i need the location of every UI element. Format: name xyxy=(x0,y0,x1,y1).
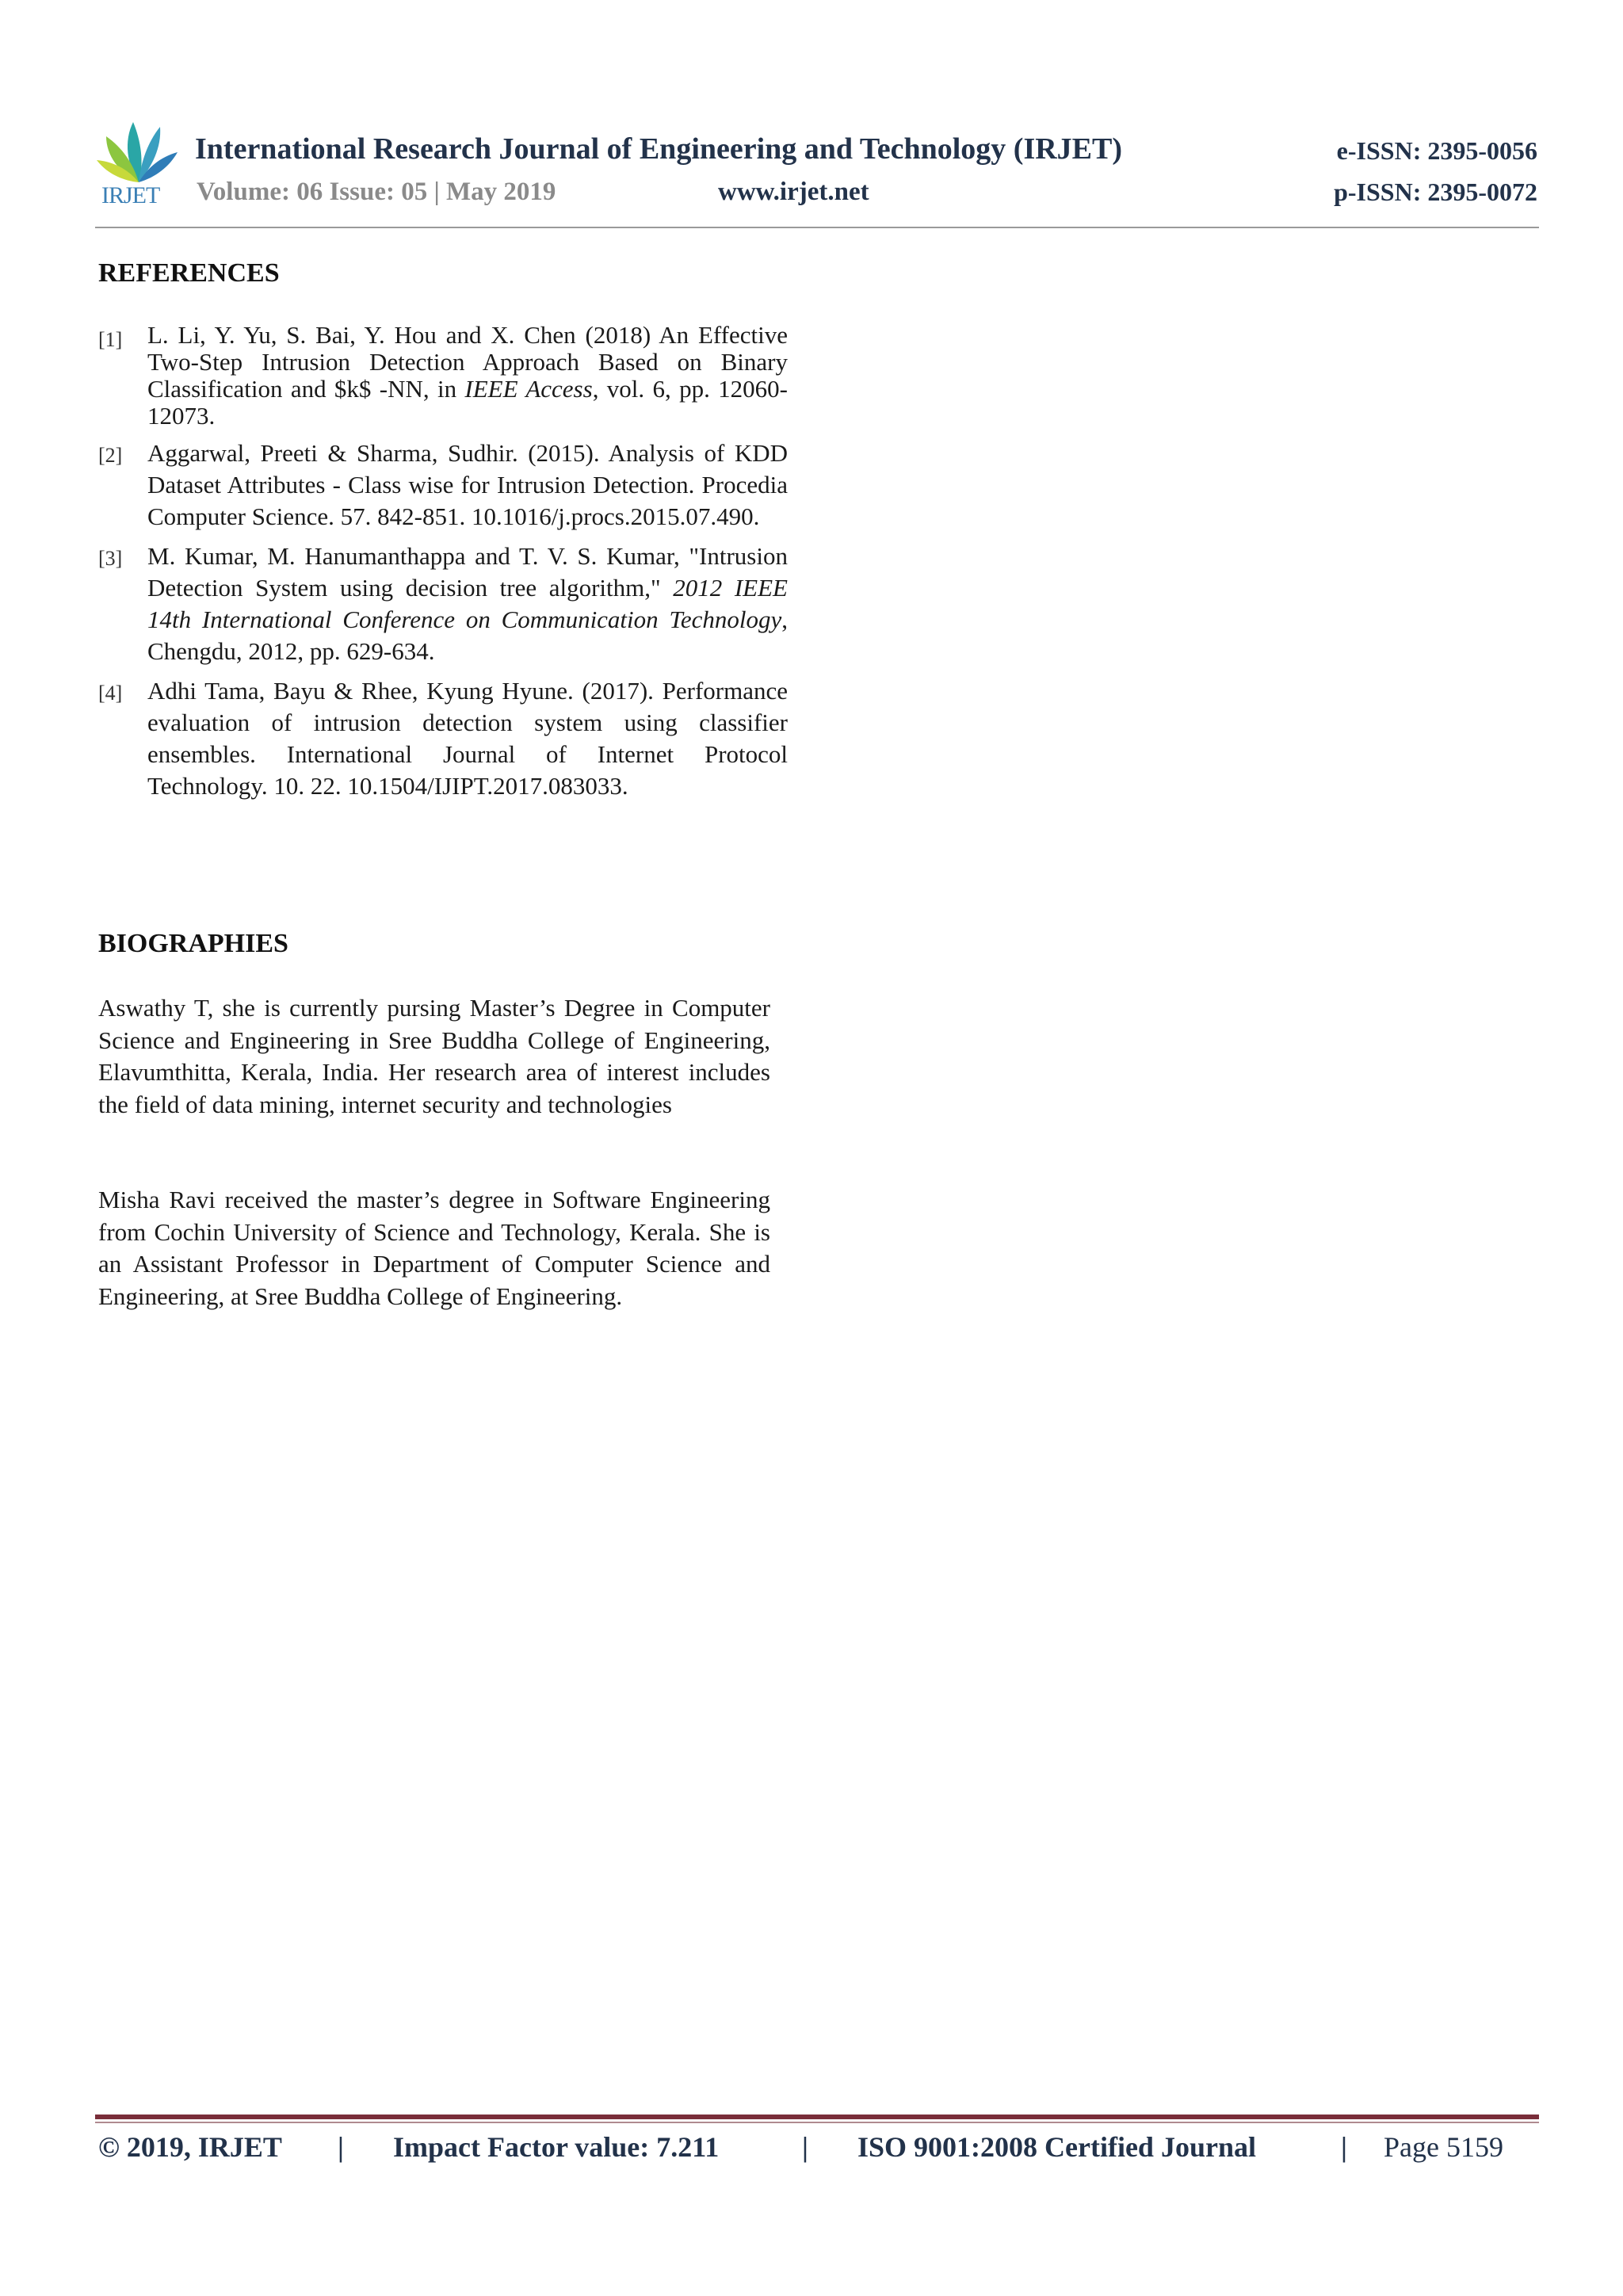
reference-number: [4] xyxy=(98,682,123,705)
footer-iso: ISO 9001:2008 Certified Journal xyxy=(857,2131,1256,2163)
volume-issue: Volume: 06 Issue: 05 | May 2019 xyxy=(197,178,556,206)
footer-impact-factor: Impact Factor value: 7.211 xyxy=(393,2131,720,2163)
reference-text: M. Kumar, M. Hanumanthappa and T. V. S. Kumar, "Intrusion Detection System using decision tree algorithm," 2012 IEEE 14th International Conference on Communication Technology, Chengdu, 2012, pp. 629-634. xyxy=(147,542,788,665)
page-footer xyxy=(98,2130,1525,2170)
reference-number: [2] xyxy=(98,444,123,467)
logo-text: IRJET xyxy=(101,182,160,208)
footer-separator: | xyxy=(802,2131,808,2163)
e-issn: e-ISSN: 2395-0056 xyxy=(1336,136,1537,165)
header-divider xyxy=(95,227,1539,228)
footer-copyright: © 2019, IRJET xyxy=(98,2131,282,2163)
footer-separator: | xyxy=(338,2131,344,2163)
irjet-logo xyxy=(95,117,182,212)
website-link[interactable]: www.irjet.net xyxy=(718,178,869,206)
biographies-heading: BIOGRAPHIES xyxy=(98,929,288,958)
reference-item-4 xyxy=(98,675,788,802)
journal-title: International Research Journal of Engineering and Technology (IRJET) xyxy=(195,132,1123,166)
reference-text: Aggarwal, Preeti & Sharma, Sudhir. (2015). Analysis of KDD Dataset Attributes - Class wise for Intrusion Detection. Procedia Computer Science. 57. 842-851. 10.1016/j.procs.2015.07.490. xyxy=(147,439,788,530)
references-heading: REFERENCES xyxy=(98,258,280,288)
footer-separator: | xyxy=(1341,2131,1347,2163)
reference-list xyxy=(98,322,788,810)
leaf-logo-icon xyxy=(95,117,182,189)
reference-item-2 xyxy=(98,437,788,533)
reference-number: [1] xyxy=(98,328,123,351)
p-issn: p-ISSN: 2395-0072 xyxy=(1334,178,1537,206)
footer-page-number: Page 5159 xyxy=(1384,2131,1503,2163)
footer-divider-thin xyxy=(95,2122,1539,2123)
reference-text: Adhi Tama, Bayu & Rhee, Kyung Hyune. (2017). Performance evaluation of intrusion detection system using classifier ensembles. International Journal of Internet Protocol Technology. 10. 22. 10.1504/IJIPT.2017.083033. xyxy=(147,677,788,800)
reference-number: [3] xyxy=(98,547,123,570)
reference-item-1 xyxy=(98,322,788,430)
page-header xyxy=(95,117,1537,228)
biography-paragraph-2: Misha Ravi received the master’s degree in Software Engineering from Cochin University of Science and Technology, Kerala. She is an Assistant Professor in Department of Computer Science and Engineering, at Sree Buddha College of Engineering. xyxy=(98,1186,770,1310)
footer-divider xyxy=(95,2115,1539,2119)
reference-item-3 xyxy=(98,541,788,667)
biography-paragraph-1: Aswathy T, she is currently pursing Master’s Degree in Computer Science and Engineering in Sree Buddha College of Engineering, Elavumthitta, Kerala, India. Her research area of interest includes the field of data mining, internet security and technologies xyxy=(98,994,770,1118)
reference-text: L. Li, Y. Yu, S. Bai, Y. Hou and X. Chen (2018) An Effective Two-Step Intrusion Detection Approach Based on Binary Classification and $k$ -NN, in IEEE Access, vol. 6, pp. 12060-12073. xyxy=(147,321,788,430)
